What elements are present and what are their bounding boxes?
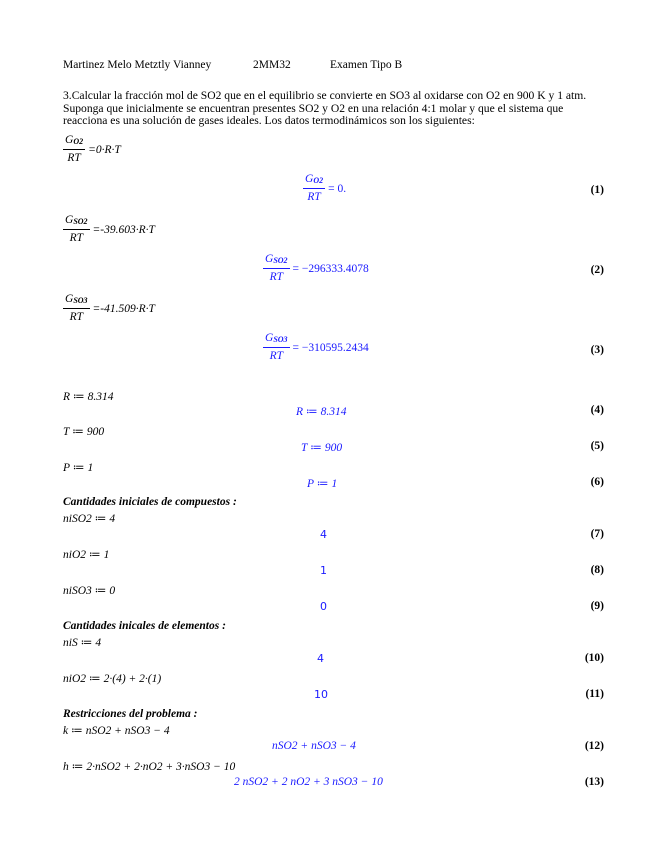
equation-label-2: (2) xyxy=(590,264,604,276)
section-elements-heading: Cantidades inicales de elementos : xyxy=(63,620,226,632)
equation-label-7: (7) xyxy=(590,528,604,540)
nio2-elements-output: 10 xyxy=(314,688,328,701)
section-restrictions-heading: Restricciones del problema : xyxy=(63,708,198,720)
gibbs-o2-input-rhs: =0·R·T xyxy=(88,143,121,156)
gibbs-o2-fraction: $\frac{G_{O2}}{RT}$ xyxy=(65,134,84,164)
nis-output: 4 xyxy=(317,652,324,665)
gibbs-so2-output-rhs: = −296333.4078 xyxy=(292,262,369,275)
equation-label-12: (12) xyxy=(584,740,604,752)
gibbs-so2-output: $\frac{G_{SO2}}{RT}$ = −296333.4078 xyxy=(265,253,369,283)
gibbs-so3-output-rhs: = −310595.2434 xyxy=(292,341,369,354)
exam-type: Examen Tipo B xyxy=(330,59,403,71)
equation-label-6: (6) xyxy=(590,476,604,488)
p-output: P ≔ 1 xyxy=(307,478,338,490)
niso2-input[interactable]: niSO2 ≔ 4 xyxy=(63,513,116,525)
equation-label-10: (10) xyxy=(584,652,604,664)
equation-label-1: (1) xyxy=(590,184,604,196)
gibbs-so3-input[interactable]: $\frac{G_{SO3}}{RT}$ =-41.509·R·T xyxy=(65,293,155,323)
nio2-output: 1 xyxy=(320,564,327,577)
nio2-input[interactable]: niO2 ≔ 1 xyxy=(63,549,110,561)
r-input[interactable]: R ≔ 8.314 xyxy=(63,391,114,403)
equation-label-8: (8) xyxy=(590,564,604,576)
gibbs-o2-input[interactable] xyxy=(63,134,121,165)
h-input[interactable]: h ≔ 2·nSO2 + 2·nO2 + 3·nSO3 − 10 xyxy=(63,761,236,773)
t-output: T ≔ 900 xyxy=(301,442,343,454)
group-code: 2MM32 xyxy=(253,59,291,71)
equation-label-4: (4) xyxy=(590,404,604,416)
p-input[interactable]: P ≔ 1 xyxy=(63,462,94,474)
t-input[interactable]: T ≔ 900 xyxy=(63,426,105,438)
section-compounds-heading: Cantidades iniciales de compuestos : xyxy=(63,496,237,508)
gibbs-o2-output-rhs: = 0. xyxy=(328,182,347,195)
niso2-output: 4 xyxy=(320,528,327,541)
equation-label-13: (13) xyxy=(584,776,604,788)
gibbs-so2-input-rhs: =-39.603·R·T xyxy=(92,223,155,236)
gibbs-so3-output: $\frac{G_{SO3}}{RT}$ = −310595.2434 xyxy=(265,332,369,362)
gibbs-o2-output: $\frac{G_{O2}}{RT}$ = 0. xyxy=(305,173,347,203)
k-output: nSO2 + nSO3 − 4 xyxy=(272,740,356,752)
gibbs-so2-input[interactable]: $\frac{G_{SO2}}{RT}$ =-39.603·R·T xyxy=(65,214,155,244)
equation-label-5: (5) xyxy=(590,440,604,452)
nis-input[interactable]: niS ≔ 4 xyxy=(63,637,102,649)
r-output: R ≔ 8.314 xyxy=(296,406,347,418)
h-output: 2 nSO2 + 2 nO2 + 3 nSO3 − 10 xyxy=(234,776,383,788)
k-input[interactable]: k ≔ nSO2 + nSO3 − 4 xyxy=(63,725,170,737)
problem-statement: 3.Calcular la fracción mol de SO2 que en el equilibrio se convierte en SO3 al oxidarse con O2 en 900 K y 1 atm. Suponga que inicialmente se encuentran presentes SO2 y O2 en una relación 4:1 molar y que el sistema que reacciona es una solución de gases ideales. Los datos termodinámicos son los siguientes: xyxy=(63,89,587,128)
nio2-elements-input[interactable]: niO2 ≔ 2·(4) + 2·(1) xyxy=(63,673,162,685)
niso3-input[interactable]: niSO3 ≔ 0 xyxy=(63,585,116,597)
student-name: Martinez Melo Metztly Vianney xyxy=(63,59,212,71)
gibbs-so3-input-rhs: =-41.509·R·T xyxy=(92,302,155,315)
equation-label-11: (11) xyxy=(585,688,604,700)
equation-label-9: (9) xyxy=(590,600,604,612)
niso3-output: 0 xyxy=(320,600,327,613)
equation-label-3: (3) xyxy=(590,344,604,356)
